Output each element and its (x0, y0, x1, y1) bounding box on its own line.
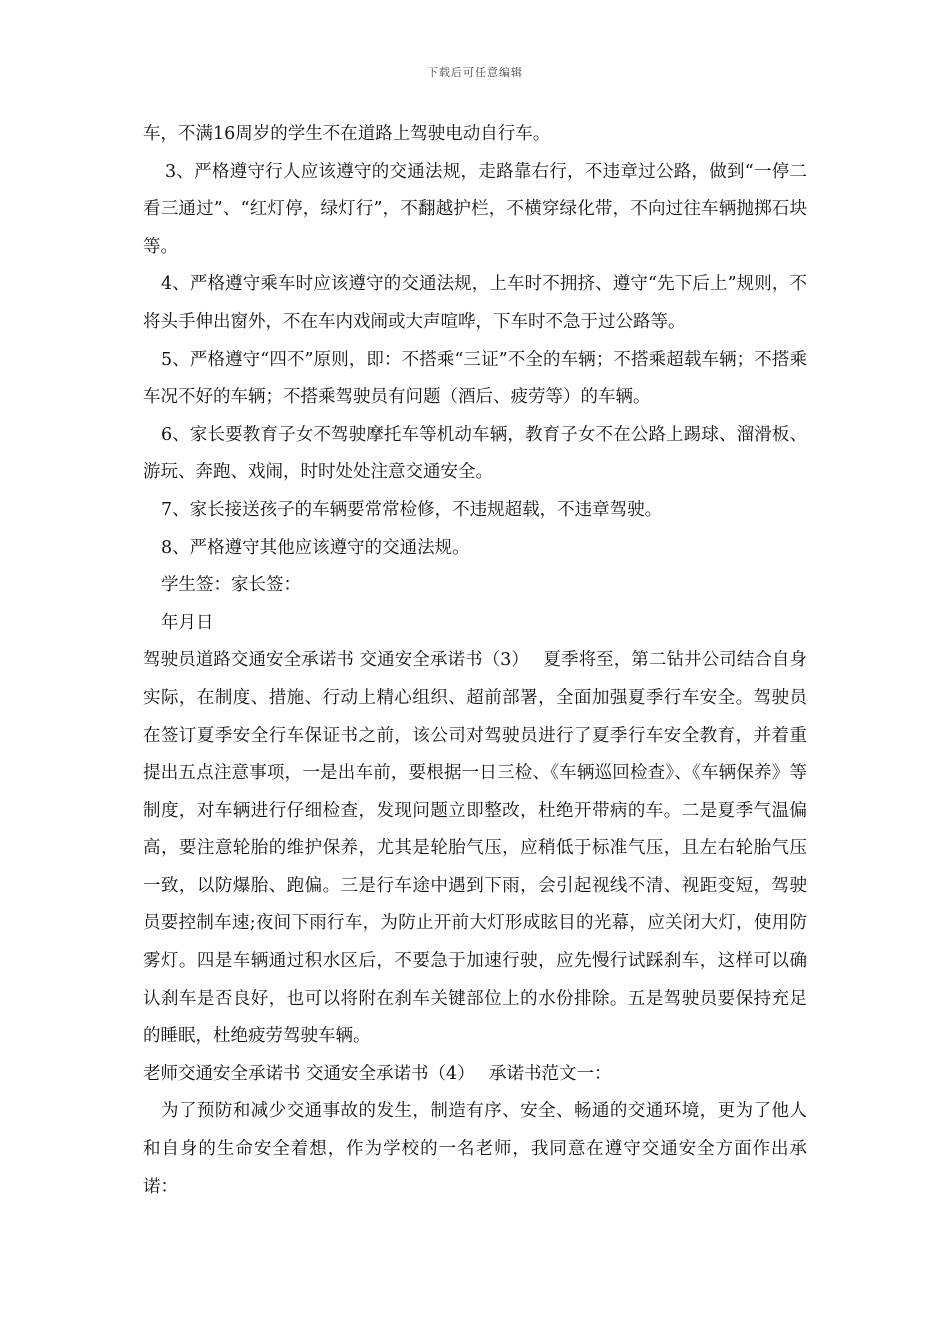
paragraph-rule-5: 5、严格遵守“四不”原则，即：不搭乘“三证”不全的车辆；不搭乘超载车辆；不搭乘车况不好的车辆；不搭乘驾驶员有问题（酒后、疲劳等）的车辆。 (143, 349, 807, 408)
paragraph-rule-7: 7、家长接送孩子的车辆要常常检修，不违规超载，不违章驾驶。 (161, 499, 663, 520)
paragraph-driver-pledge: 驾驶员道路交通安全承诺书 交通安全承诺书（3） 夏季将至，第二钻井公司结合自身实际，在制度、措施、行动上精心组织、超前部署，全面加强夏季行车安全。驾驶员在签订夏季安全行车保证书之前，该公司对驾驶员进行了夏季行车安全教育，并着重提出五点注意事项，一是出车前，要根据一日三检、《车辆巡回检查》、《车辆保养》等制度，对车辆进行仔细检查，发现问题立即整改，杜绝开带病的车。二是夏季气温偏高，要注意轮胎的维护保养，尤其是轮胎气压，应稍低于标准气压，且左右轮胎气压一致，以防爆胎、跑偏。三是行车途中遇到下雨，会引起视线不清、视距变短，驾驶员要控制车速;夜间下雨行车，为防止开前大灯形成眩目的光幕，应关闭大灯，使用防雾灯。四是车辆通过积水区后，不要急于加速行驶，应先慢行试踩刹车，这样可以确认刹车是否良好，也可以将附在刹车关键部位上的水份排除。五是驾驶员要保持充足的睡眠，杜绝疲劳驾驶车辆。 (143, 650, 807, 1047)
paragraph-continuation: 车，不满16周岁的学生不在道路上驾驶电动自行车。 (143, 124, 551, 144)
paragraph-teacher-pledge-title: 老师交通安全承诺书 交通安全承诺书（4） 承诺书范文一： (143, 1063, 612, 1084)
document-body (143, 116, 807, 1206)
paragraph-rule-6: 6、家长要教育子女不驾驶摩托车等机动车辆，教育子女不在公路上踢球、溜滑板、游玩、奔跑、戏闹，时时处处注意交通安全。 (143, 424, 807, 483)
paragraph-rule-8: 8、严格遵守其他应该遵守的交通法规。 (161, 537, 470, 558)
paragraph-rule-4: 4、严格遵守乘车时应该遵守的交通法规，上车时不拥挤、遵守“先下后上”规则，不将头手伸出窗外，不在车内戏闹或大声喧哗，下车时不急于过公路等。 (143, 274, 807, 332)
paragraph-rule-3: 3、严格遵守行人应该遵守的交通法规，走路靠右行，不违章过公路，做到“一停二看三通过”、“红灯停，绿灯行”，不翻越护栏，不横穿绿化带，不向过往车辆抛掷石块等。 (143, 161, 807, 257)
signature-line: 学生签：家长签： (161, 575, 301, 596)
date-line: 年月日 (161, 612, 214, 633)
page-header: 下载后可任意编辑 (427, 66, 523, 79)
paragraph-teacher-pledge-intro: 为了预防和减少交通事故的发生，制造有序、安全、畅通的交通环境，更为了他人和自身的生命安全着想，作为学校的一名老师，我同意在遵守交通安全方面作出承诺： (143, 1101, 807, 1197)
